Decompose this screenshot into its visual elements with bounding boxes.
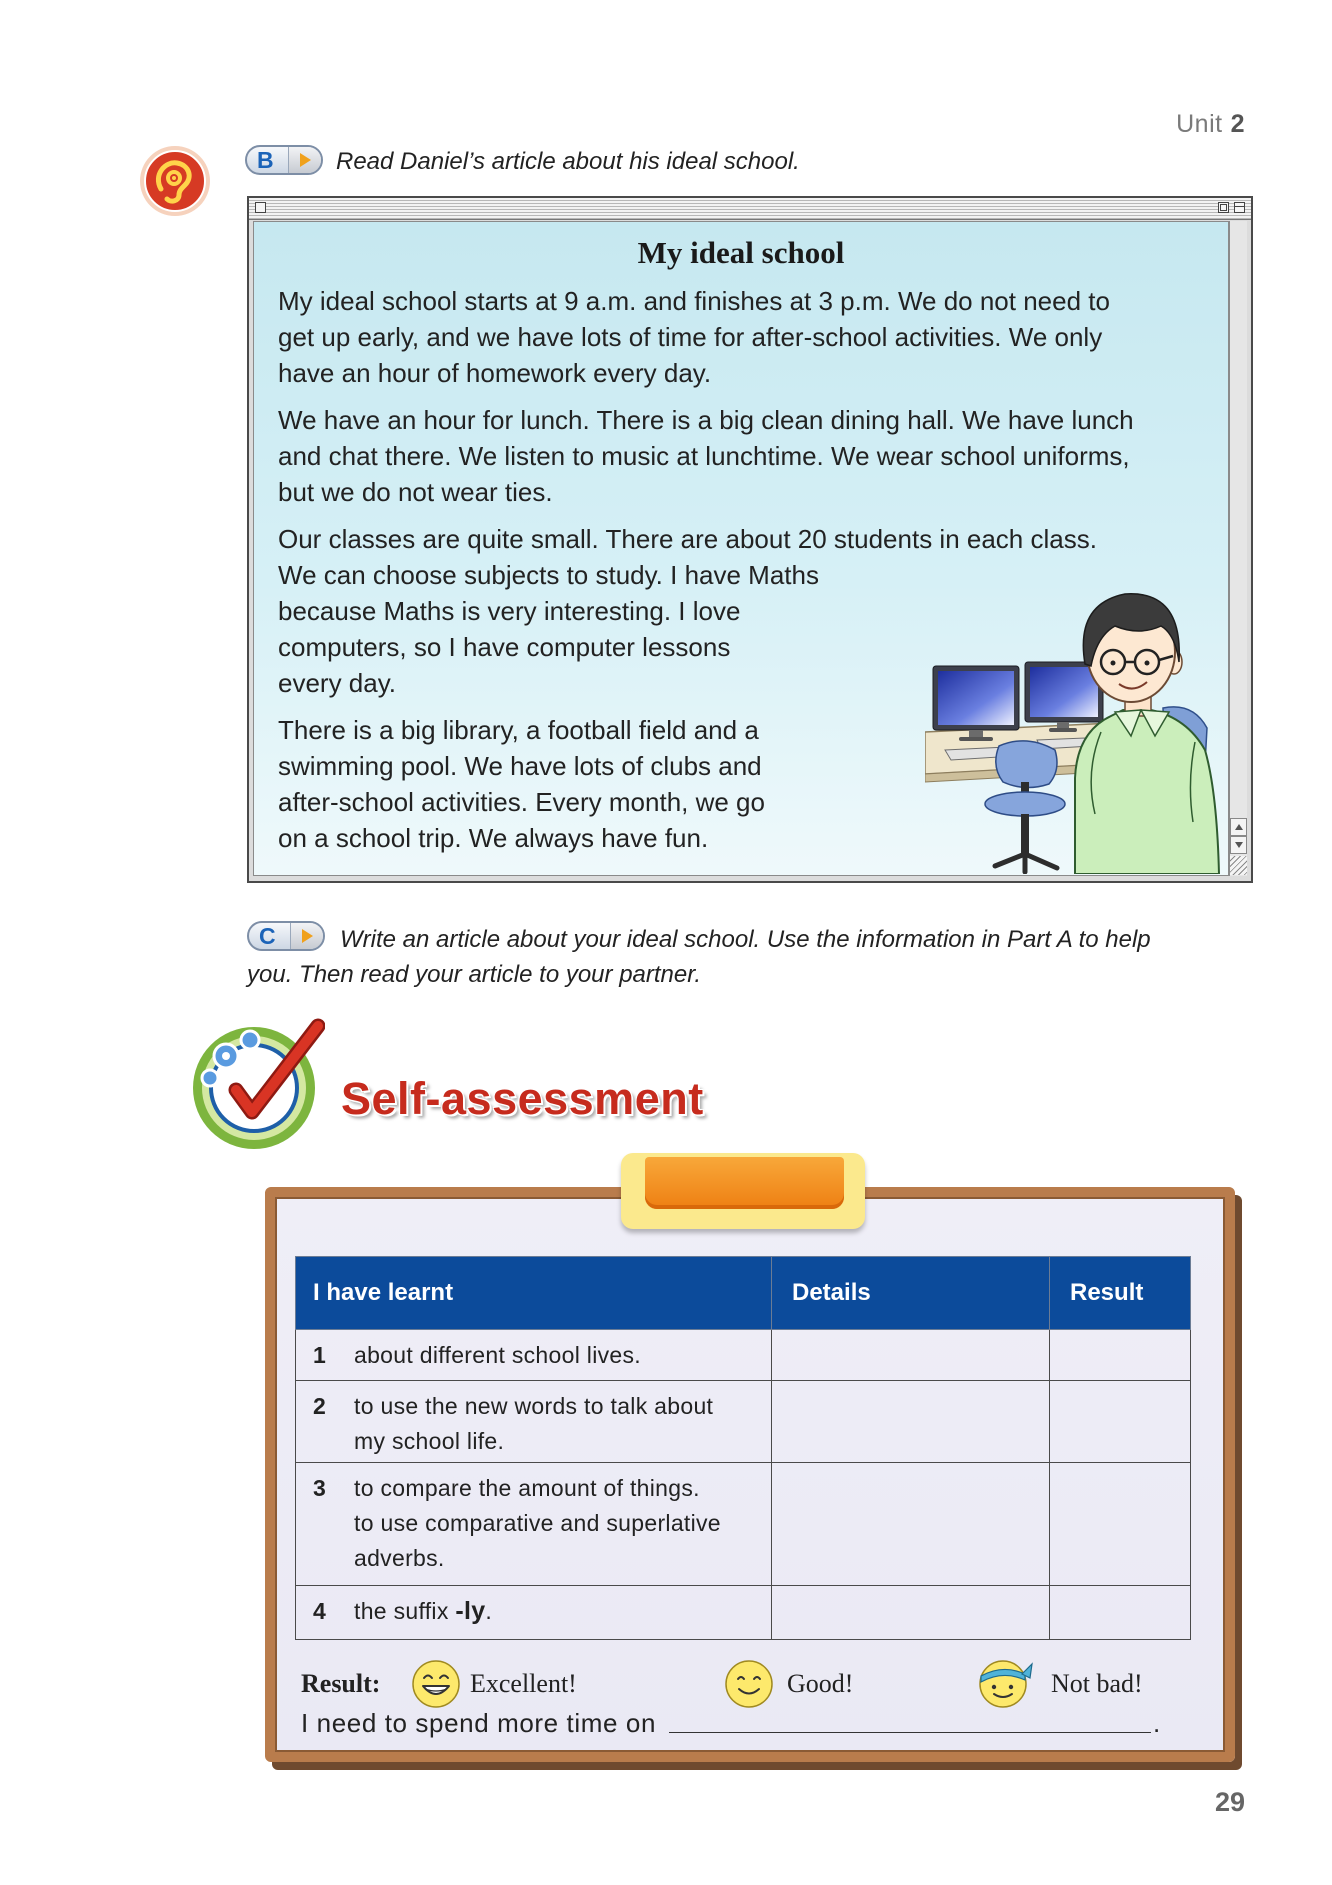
row-number: 4 — [313, 1598, 326, 1624]
header-i-have-learnt: I have learnt — [296, 1257, 772, 1330]
article-line: We can choose subjects to study. I have Maths — [278, 560, 819, 590]
row-number: 1 — [313, 1342, 326, 1368]
scroll-down-arrow-icon — [1230, 836, 1247, 854]
learnt-text: to compare the amount of things. — [354, 1475, 700, 1501]
reflection-blank-line — [669, 1700, 1151, 1733]
details-cell — [772, 1463, 1050, 1586]
details-cell — [772, 1586, 1050, 1640]
article-line: have an hour of homework every day. — [278, 358, 712, 388]
part-c-letter: C — [259, 923, 276, 949]
details-cell — [772, 1330, 1050, 1381]
window-close-box-icon — [255, 202, 266, 213]
article-line: computers, so I have computer lessons — [278, 632, 731, 662]
part-c-instruction-line: you. Then read your article to your partner. — [247, 961, 702, 988]
table-row — [296, 1463, 1191, 1586]
self-assessment-table — [295, 1256, 1191, 1640]
article-line: on a school trip. We always have fun. — [278, 823, 709, 853]
row-number: 2 — [313, 1393, 326, 1419]
self-assessment-title: Self-assessment — [341, 1073, 704, 1124]
resize-grip-icon — [1230, 856, 1247, 875]
learnt-text — [354, 1594, 492, 1629]
result-label: Result: — [301, 1669, 381, 1698]
article-title: My ideal school — [637, 235, 845, 270]
article-window — [247, 196, 1253, 883]
article-line: and chat there. We listen to music at lunchtime. We wear school uniforms, — [278, 441, 1130, 471]
boy-with-computers-illustration — [925, 582, 1225, 874]
part-c-badge — [247, 921, 325, 951]
window-scrollbar — [1229, 221, 1247, 876]
rating-good: Good! — [787, 1669, 854, 1698]
article-content — [253, 221, 1229, 876]
header-details: Details — [772, 1257, 1050, 1330]
scroll-up-arrow-icon — [1230, 818, 1247, 836]
checkmark-badge-icon — [190, 1016, 325, 1151]
header-result: Result — [1050, 1257, 1191, 1330]
office-chair — [985, 741, 1065, 872]
learnt-text: adverbs. — [354, 1545, 445, 1571]
table-header-row — [296, 1257, 1191, 1330]
article-line: There is a big library, a football field and a — [278, 715, 759, 745]
article-line: get up early, and we have lots of time for after-school activities. We only — [278, 322, 1103, 352]
result-cell — [1050, 1330, 1191, 1381]
window-zoom-box-icon — [1218, 202, 1229, 213]
article-line: but we do not wear ties. — [278, 477, 553, 507]
table-row — [296, 1381, 1191, 1463]
rating-not-bad: Not bad! — [1051, 1669, 1143, 1698]
suffix-text-before: the suffix — [354, 1598, 456, 1624]
window-collapse-box-icon — [1234, 202, 1245, 213]
learnt-cell — [296, 1463, 772, 1586]
article-line: Our classes are quite small. There are about 20 students in each class. — [278, 524, 1097, 554]
badge-tail — [290, 923, 323, 949]
suffix-text-after: . — [485, 1598, 493, 1624]
article-line: after-school activities. Every month, we go — [278, 787, 765, 817]
part-b-badge — [245, 145, 323, 175]
article-line: swimming pool. We have lots of clubs and — [278, 751, 762, 781]
reflection-end-mark: . — [1153, 1708, 1161, 1738]
learnt-text: about different school lives. — [354, 1342, 642, 1368]
suffix-emphasis: -ly — [455, 1597, 486, 1625]
learnt-cell — [296, 1330, 772, 1381]
learnt-cell — [296, 1586, 772, 1640]
page-number: 29 — [1214, 1787, 1245, 1817]
unit-word: Unit — [1176, 110, 1223, 138]
learnt-cell — [296, 1381, 772, 1463]
article-line: because Maths is very interesting. I love — [278, 596, 741, 626]
ear-listening-icon — [139, 145, 211, 217]
window-title-bar — [249, 198, 1251, 220]
rating-excellent: Excellent! — [470, 1669, 577, 1698]
learnt-text: to use comparative and superlative — [354, 1510, 721, 1536]
table-row — [296, 1586, 1191, 1640]
details-cell — [772, 1381, 1050, 1463]
unit-number: 2 — [1230, 110, 1245, 138]
article-paragraph — [278, 283, 1134, 391]
result-cell — [1050, 1463, 1191, 1586]
board-clip — [621, 1153, 865, 1229]
reflection-prompt: I need to spend more time on — [301, 1708, 657, 1738]
play-triangle-icon — [302, 929, 313, 943]
article-line: My ideal school starts at 9 a.m. and finishes at 3 p.m. We do not need to — [278, 286, 1110, 316]
result-cell — [1050, 1381, 1191, 1463]
monitor-left — [933, 666, 1019, 741]
article-paragraph — [278, 402, 1134, 510]
table-row — [296, 1330, 1191, 1381]
part-b-instruction: Read Daniel’s article about his ideal school. — [336, 148, 800, 175]
article-line: every day. — [278, 668, 397, 698]
part-b-letter: B — [257, 147, 274, 173]
article-line: We have an hour for lunch. There is a big clean dining hall. We have lunch — [278, 405, 1134, 435]
result-cell — [1050, 1586, 1191, 1640]
learnt-text: to use the new words to talk about — [354, 1393, 714, 1419]
unit-label — [1176, 108, 1245, 140]
row-number: 3 — [313, 1475, 326, 1501]
board-clip-tab — [645, 1157, 844, 1209]
badge-tail — [288, 147, 321, 173]
learnt-text: my school life. — [354, 1428, 505, 1454]
part-c-instruction-line: Write an article about your ideal school. Use the information in Part A to help — [340, 926, 1151, 953]
play-triangle-icon — [300, 153, 311, 167]
